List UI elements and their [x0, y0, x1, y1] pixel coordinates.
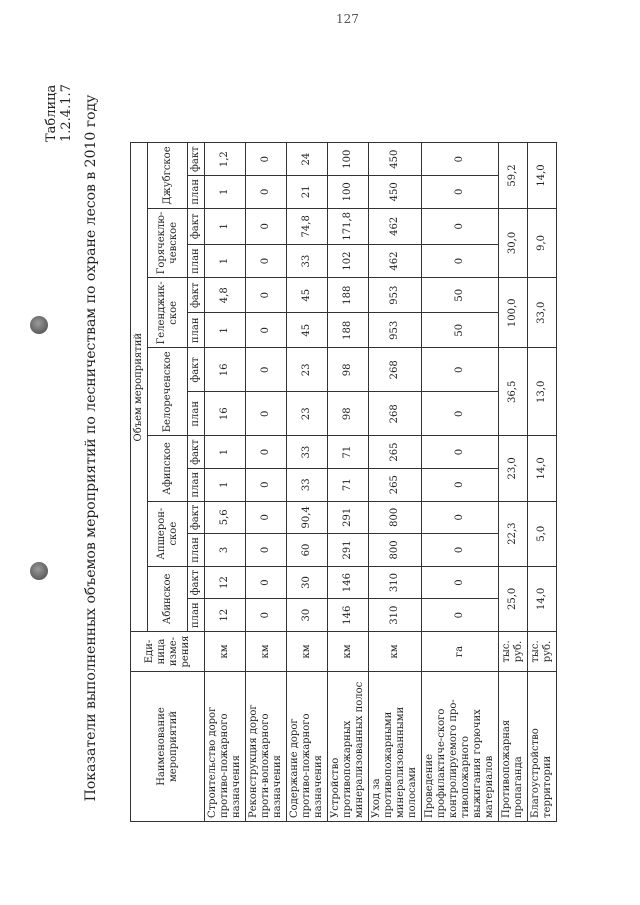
table-cell: 16 — [205, 348, 246, 392]
forestry-header: Горячеклю-чевское — [148, 208, 188, 278]
name-column-header: Наименование мероприятий — [131, 672, 205, 822]
row-unit: км — [328, 632, 369, 672]
table-cell: 71 — [328, 468, 369, 501]
table-cell: 800 — [369, 501, 422, 534]
fact-subheader: факт — [188, 208, 205, 244]
table-cell: 265 — [369, 436, 422, 469]
table-cell: 0 — [422, 348, 499, 392]
table-cell: 98 — [328, 348, 369, 392]
table-cell: 30 — [287, 599, 328, 632]
table-cell: 12 — [205, 599, 246, 632]
table-cell: 1 — [205, 436, 246, 469]
table-cell-total: 9,0 — [528, 208, 557, 278]
volume-header: Объем мероприятий — [131, 143, 148, 632]
forestry-header: Белореченское — [148, 348, 188, 436]
table-cell: 0 — [422, 175, 499, 208]
table-cell: 1 — [205, 208, 246, 244]
table-cell-total: 100,0 — [499, 278, 528, 348]
table-cell-total: 14,0 — [528, 566, 557, 631]
row-name: Уход за противопожарными минерализованными полосами — [369, 672, 422, 822]
table-row — [246, 143, 287, 822]
table-cell-total: 14,0 — [528, 436, 557, 501]
page-number: 127 — [336, 12, 359, 26]
table-cell: 265 — [369, 468, 422, 501]
table-cell: 0 — [246, 244, 287, 277]
table-cell: 1 — [205, 175, 246, 208]
table-cell: 5,6 — [205, 501, 246, 534]
table-cell: 0 — [422, 143, 499, 176]
row-name: Противопожарная пропаганда — [499, 672, 528, 822]
table-cell: 0 — [422, 599, 499, 632]
table-cell: 16 — [205, 392, 246, 436]
table-row — [369, 143, 422, 822]
row-name: Строительство дорог противо-пожарного назначения — [205, 672, 246, 822]
fact-subheader: факт — [188, 566, 205, 599]
table-cell: 268 — [369, 348, 422, 392]
table-cell: 310 — [369, 599, 422, 632]
table-row-merged — [499, 143, 528, 822]
table-cell: 90,4 — [287, 501, 328, 534]
table-cell: 23 — [287, 348, 328, 392]
table-cell: 450 — [369, 143, 422, 176]
table-cell: 60 — [287, 534, 328, 567]
table-cell: 0 — [422, 436, 499, 469]
table-cell-total: 33,0 — [528, 278, 557, 348]
table-cell: 291 — [328, 501, 369, 534]
row-name: Устройство противопожарных минерализованных полос — [328, 672, 369, 822]
table-cell: 146 — [328, 599, 369, 632]
table-cell: 0 — [246, 313, 287, 348]
table-cell: 50 — [422, 313, 499, 348]
table-cell: 102 — [328, 244, 369, 277]
table-cell: 188 — [328, 313, 369, 348]
table-cell: 50 — [422, 278, 499, 313]
table-cell: 310 — [369, 566, 422, 599]
table-cell: 3 — [205, 534, 246, 567]
table-cell: 0 — [246, 143, 287, 176]
plan-subheader: план — [188, 392, 205, 436]
table-cell: 953 — [369, 278, 422, 313]
plan-subheader: план — [188, 244, 205, 277]
rotated-document — [22, 30, 622, 850]
table-cell: 0 — [246, 501, 287, 534]
table-cell-total: 25,0 — [499, 566, 528, 631]
row-unit: тыс. руб. — [499, 632, 528, 672]
table-cell: 100 — [328, 143, 369, 176]
table-cell: 0 — [246, 436, 287, 469]
forestry-header: Абинское — [148, 566, 188, 631]
unit-column-header: Еди-ница изме-рения — [131, 632, 205, 672]
table-cell: 0 — [422, 566, 499, 599]
fact-subheader: факт — [188, 278, 205, 313]
table-row — [287, 143, 328, 822]
measures-table — [130, 142, 557, 822]
forestry-header: Джубгское — [148, 143, 188, 208]
table-cell: 12 — [205, 566, 246, 599]
plan-subheader: план — [188, 534, 205, 567]
table-cell: 800 — [369, 534, 422, 567]
row-unit: га — [422, 632, 499, 672]
table-cell: 450 — [369, 175, 422, 208]
table-cell: 0 — [246, 348, 287, 392]
table-cell: 23 — [287, 392, 328, 436]
row-name: Благоустройство территории — [528, 672, 557, 822]
table-row — [422, 143, 499, 822]
table-cell-total: 30,0 — [499, 208, 528, 278]
table-cell: 4,8 — [205, 278, 246, 313]
table-row-merged — [528, 143, 557, 822]
table-cell-total: 36,5 — [499, 348, 528, 436]
table-cell-total: 5,0 — [528, 501, 557, 566]
table-cell-total: 22,3 — [499, 501, 528, 566]
fact-subheader: факт — [188, 143, 205, 176]
plan-subheader: план — [188, 468, 205, 501]
plan-subheader: план — [188, 313, 205, 348]
table-cell: 0 — [246, 392, 287, 436]
table-cell: 1 — [205, 468, 246, 501]
table-cell: 71 — [328, 436, 369, 469]
table-cell: 21 — [287, 175, 328, 208]
row-name: Проведение профилактиче-ского контролируемого про-тивопожарного выжигания горючих материалов — [422, 672, 499, 822]
table-cell: 268 — [369, 392, 422, 436]
table-cell: 462 — [369, 208, 422, 244]
fact-subheader: факт — [188, 501, 205, 534]
table-cell: 0 — [246, 599, 287, 632]
forestry-header: Афипское — [148, 436, 188, 501]
table-cell: 0 — [246, 566, 287, 599]
table-cell: 291 — [328, 534, 369, 567]
table-label: Таблица 1.2.4.1.7 — [44, 84, 74, 142]
table-cell: 33 — [287, 436, 328, 469]
table-cell: 98 — [328, 392, 369, 436]
table-cell: 45 — [287, 313, 328, 348]
table-cell: 30 — [287, 566, 328, 599]
table-cell-total: 13,0 — [528, 348, 557, 436]
row-unit: тыс. руб. — [528, 632, 557, 672]
forestry-header: Апшерон-ское — [148, 501, 188, 566]
table-cell-total: 23,0 — [499, 436, 528, 501]
table-cell: 24 — [287, 143, 328, 176]
table-cell: 0 — [246, 208, 287, 244]
table-cell: 188 — [328, 278, 369, 313]
plan-subheader: план — [188, 175, 205, 208]
table-cell: 0 — [246, 278, 287, 313]
table-cell: 0 — [422, 534, 499, 567]
table-cell: 33 — [287, 244, 328, 277]
table-cell: 0 — [422, 244, 499, 277]
table-cell: 1,2 — [205, 143, 246, 176]
table-cell: 0 — [422, 501, 499, 534]
table-row — [328, 143, 369, 822]
table-cell: 146 — [328, 566, 369, 599]
table-cell: 0 — [422, 468, 499, 501]
table-cell: 0 — [422, 392, 499, 436]
row-name: Содержание дорог противо-пожарного назначения — [287, 672, 328, 822]
row-unit: км — [205, 632, 246, 672]
table-cell: 1 — [205, 244, 246, 277]
table-cell: 100 — [328, 175, 369, 208]
table-cell: 462 — [369, 244, 422, 277]
row-name: Реконструкция дорог проти-вопожарного назначения — [246, 672, 287, 822]
table-cell: 0 — [246, 534, 287, 567]
table-row — [205, 143, 246, 822]
table-cell: 0 — [246, 468, 287, 501]
table-cell-total: 14,0 — [528, 143, 557, 208]
fact-subheader: факт — [188, 436, 205, 469]
table-cell: 171,8 — [328, 208, 369, 244]
table-cell: 1 — [205, 313, 246, 348]
forestry-header: Геленджик-ское — [148, 278, 188, 348]
table-cell: 0 — [246, 175, 287, 208]
table-cell-total: 59,2 — [499, 143, 528, 208]
fact-subheader: факт — [188, 348, 205, 392]
plan-subheader: план — [188, 599, 205, 632]
page-heading: Показатели выполненных объемов мероприятий по лесничествам по охране лесов в 2010 году — [83, 94, 99, 802]
table-cell: 45 — [287, 278, 328, 313]
row-unit: км — [246, 632, 287, 672]
table-cell: 74,8 — [287, 208, 328, 244]
row-unit: км — [369, 632, 422, 672]
table-cell: 0 — [422, 208, 499, 244]
row-unit: км — [287, 632, 328, 672]
table-cell: 33 — [287, 468, 328, 501]
table-cell: 953 — [369, 313, 422, 348]
